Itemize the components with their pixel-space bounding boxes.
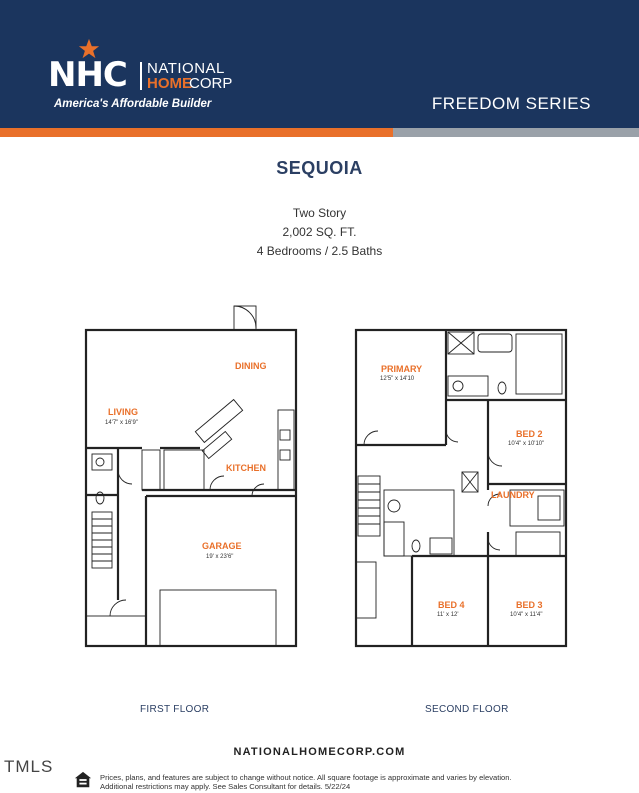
room-bed2: BED 2 xyxy=(516,429,543,439)
logo-word-home: HOME xyxy=(147,75,192,92)
orange-stripe xyxy=(0,128,393,137)
equal-housing-icon xyxy=(74,771,92,789)
plan-type: Two Story xyxy=(292,206,347,220)
room-garage: GARAGE xyxy=(202,541,242,551)
logo-word-corp: CORP xyxy=(189,75,233,92)
second-floor-label: SECOND FLOOR xyxy=(425,704,509,715)
disclaimer-line-1: Prices, plans, and features are subject to change without notice. All square footage is approximate and varies by elevation. xyxy=(100,773,512,782)
room-living-dim: 14'7" x 16'9" xyxy=(105,420,138,426)
room-bed4: BED 4 xyxy=(438,600,465,610)
logo-tagline: America's Affordable Builder xyxy=(54,98,212,110)
website-link[interactable]: NATIONALHOMECORP.COM xyxy=(233,746,406,758)
plan-name: SEQUOIA xyxy=(276,158,363,178)
first-floor-plan xyxy=(80,300,304,652)
room-kitchen: KITCHEN xyxy=(226,463,266,473)
room-bed4-dim: 11' x 12' xyxy=(437,612,459,618)
room-bed3: BED 3 xyxy=(516,600,543,610)
room-laundry: LAUNDRY xyxy=(491,490,535,500)
mls-logo: TMLS xyxy=(4,757,54,776)
first-floor-label: FIRST FLOOR xyxy=(140,704,210,715)
gray-stripe xyxy=(393,128,639,137)
room-bed3-dim: 10'4" x 11'4" xyxy=(510,612,543,618)
second-floor-plan xyxy=(350,300,572,652)
disclaimer-line-2: Additional restrictions may apply. See Sales Consultant for details. 5/22/24 xyxy=(100,782,351,791)
logo-divider xyxy=(140,62,142,90)
room-primary-dim: 12'5" x 14'10 xyxy=(380,376,415,382)
room-dining: DINING xyxy=(235,361,267,371)
plan-beds-baths: 4 Bedrooms / 2.5 Baths xyxy=(256,244,383,258)
second-floor-stairs xyxy=(358,476,380,536)
first-floor-stairs xyxy=(92,512,112,568)
room-bed2-dim: 10'4" x 10'10" xyxy=(508,441,545,447)
logo-letters: NHC xyxy=(48,55,127,95)
logo-word-national: NATIONAL xyxy=(147,60,225,77)
series-title: FREEDOM SERIES xyxy=(431,94,591,113)
plan-sqft: 2,002 SQ. FT. xyxy=(282,225,357,239)
room-primary: PRIMARY xyxy=(381,364,423,374)
room-living: LIVING xyxy=(108,407,139,417)
header-banner xyxy=(0,0,639,128)
room-garage-dim: 19' x 23'6" xyxy=(206,554,234,560)
nhc-logo[interactable] xyxy=(48,38,248,118)
disclaimer xyxy=(100,773,630,791)
